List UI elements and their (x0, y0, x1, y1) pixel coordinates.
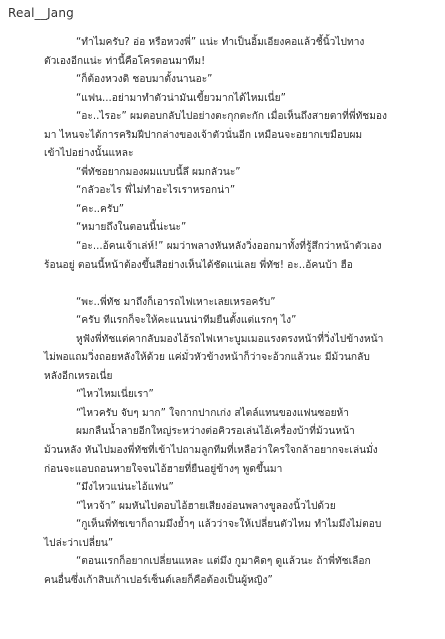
paragraph-line: ม้วนหลัง หันไปมองพี่ทัชที่เข้าไปถามลูกทีมที่เหลือว่าใครใจกล้าอยากจะเล่นมั่ง (44, 445, 378, 457)
paragraph-line: “ไหวจ้า” ผมหันไปตอบไอ้ฮายเสียงอ่อนพลางขูลองนิ้วไปด้วย (76, 500, 336, 512)
paragraph-line: “แฟน...อย่ามาทำตัวน่ามันเขี้ยวมากได้ไหมเนี่ย” (76, 92, 286, 104)
paragraph-line: “พะ..พี่ทัช มาถึงก็เอารถไฟเหาะเลยเหรอครับ” (76, 296, 276, 308)
author-name: Real__Jang (8, 6, 74, 20)
paragraph-line: “อะ...อ้คนเจ้าเล่ห์!” ผมว่าพลางหันหลังวิ่งออกมาทั้งที่รู้สึกว่าหน้าตัวเอง (76, 241, 382, 253)
paragraph-line: “พี่ทัชอยากมองผมแบบนี้ลึ ผมกลัวนะ” (76, 166, 241, 178)
paragraph-line: ร้อนอยู่ ตอนนี้หน้าต้องขึ้นสีอย่างเห็นได้ชัดแน่เลย พี่ทัช! อะ..อ้คนบ้า ฮือ (44, 259, 353, 271)
paragraph-line: “ครับ ทีแรกก็จะให้คะแนนน่าทีมยืนตั้งแต่แรกๆ ไง” (76, 315, 297, 327)
paragraph-line: หูฟังพี่ทัชแต่คากลับมองไอ้รถไฟเหาะบูมเมอแรงตรงหน้าที่วิ่งไปข้างหน้า (76, 333, 384, 345)
paragraph-line: หลังอีกเหรอเนี่ย (44, 370, 113, 382)
paragraph-line: ผมกลืนน้ำลายอีกใหญ่ระหว่างต่อคิวรอเล่นไอ้เครื่องบ้าที่ม้วนหน้า (76, 426, 355, 438)
paragraph-line: คนอื่นซึ่งเก้าสิบเก้าเปอร์เซ็นต์เลยก็คือต้องเป็นผู้หญิง” (44, 574, 273, 586)
story-text (0, 34, 445, 590)
paragraph-line: มา ไหนจะได้การคริมฝีปากล่างของเจ้าตัวนั่นอีก เหมือนจะอยากเขมือบผม (44, 129, 363, 141)
paragraph-line: “ไหวครับ จับๆ มาก” ใจกากปากเก่ง สไตล์แทนของแฟนซอยห้า (76, 407, 349, 419)
paragraph-line: “อะ..ไรอะ” ผมตอบกลับไปอย่างตะกุกตะกัก เมื่อเห็นถึงสายตาที่พี่ทัชมอง (76, 111, 388, 123)
paragraph-line: “กลัวอะไร พี่ไม่ทำอะไรเราหรอกน่า” (76, 185, 236, 197)
paragraph-line: ไม่พอแถมวิ่งถอยหลังให้ด้วย แค่มั่วหัวข้างหน้าก็ว่าจะอ้วกแล้วนะ มีม้วนกลับ (44, 352, 370, 364)
paragraph-line: “คะ..ครับ” (76, 203, 125, 215)
paragraph-line: “ก็ต้องหวงดิ ชอบมาตั้งนานอะ” (76, 74, 213, 86)
paragraph-line: “ทำไมครับ? อ่อ หรือหวงพี่” แน่ะ ทำเป็นอิ้มเอียงคอแล้วชี้นิ้วไปทาง (76, 37, 365, 48)
paragraph-line: “กูเห็นพี่ทัชเขาก็ถามมึงย้ำๆ แล้วว่าจะให้เปลี่ยนตัวไหม ทำไมมึงไม่ตอบ (76, 519, 382, 531)
paragraph-line: “หมายถึงในตอนนี้น่ะนะ” (76, 222, 187, 234)
paragraph-line: ตัวเองอีกแน่ะ ท่านี้คือโครตอนมาทีม! (44, 55, 206, 67)
paragraph-line: “ตอนแรกก็อยากเปลี่ยนแหละ แต่มึง กูมาคิดๆ ดูแล้วนะ ถ้าพี่ทัชเลือก (76, 556, 371, 568)
paragraph-line: ก่อนจะแอบถอนหายใจจนไอ้ฮายที่ยืนอยู่ข้างๆ พูดขึ้นมา (44, 463, 283, 475)
paragraph-gap (0, 275, 445, 294)
paragraph-line: เข้าไปอย่างนั้นแหละ (44, 148, 134, 160)
paragraph-line: ไปล่ะว่าเปลี่ยน” (44, 537, 114, 549)
paragraph-line: “มึงไหวแน่นะไอ้แฟน” (76, 482, 174, 494)
paragraph-line: “ไหวไหมเนี่ยเรา” (76, 389, 154, 401)
